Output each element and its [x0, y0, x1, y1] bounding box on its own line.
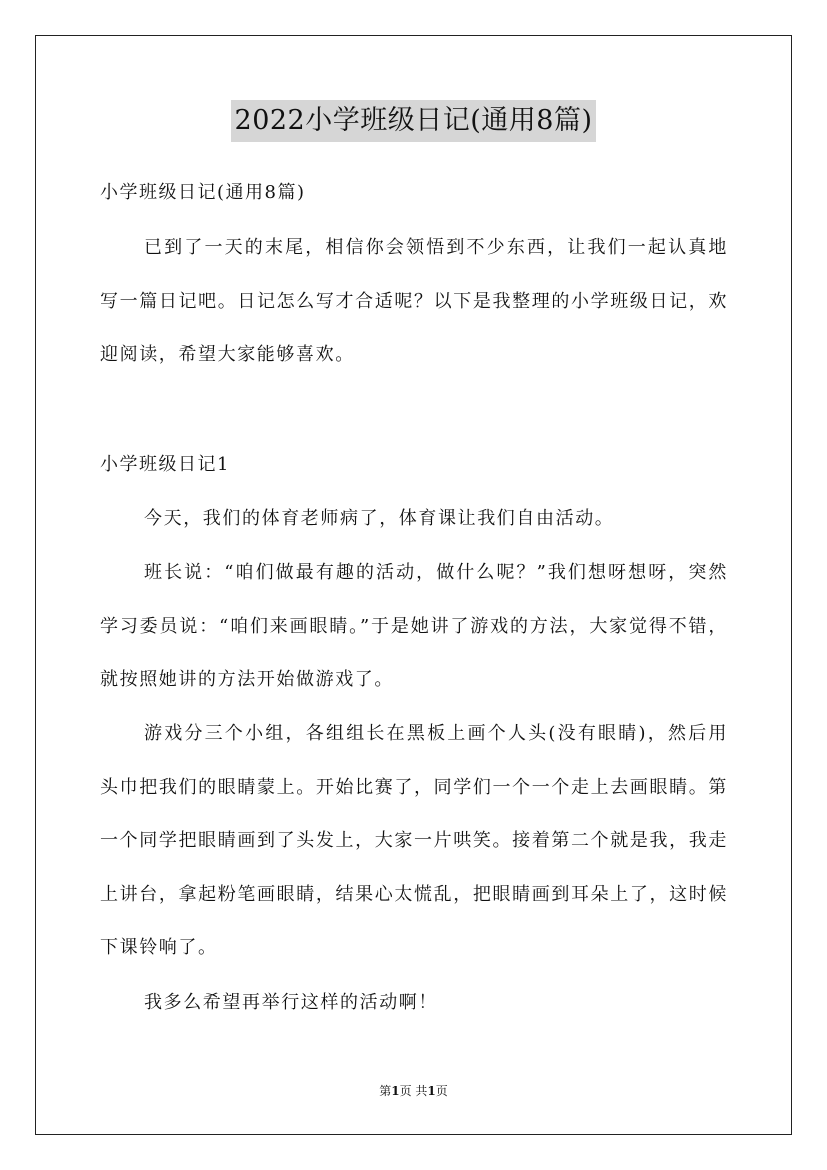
page-footer	[0, 1083, 827, 1099]
body-paragraph-2: 班长说：“咱们做最有趣的活动，做什么呢？”我们想呀想呀，突然学习委员说：“咱们来画眼睛。”于是她讲了游戏的方法，大家觉得不错，就按照她讲的方法开始做游戏了。	[100, 562, 728, 690]
subtitle: 小学班级日记(通用8篇)	[100, 182, 306, 203]
footer-page-total: 1	[427, 1084, 436, 1098]
document-title: 2022小学班级日记(通用8篇)	[231, 100, 597, 142]
intro-paragraph: 已到了一天的末尾，相信你会领悟到不少东西，让我们一起认真地写一篇日记吧。日记怎么写才合适呢？以下是我整理的小学班级日记，欢迎阅读，希望大家能够喜欢。	[100, 237, 728, 365]
footer-page-suffix: 页	[435, 1084, 448, 1098]
footer-page-prefix: 第	[379, 1084, 392, 1098]
title-container	[0, 100, 827, 142]
footer-page-mid: 页 共	[399, 1084, 428, 1098]
footer-page-current: 1	[391, 1084, 400, 1098]
body-paragraph-1: 今天，我们的体育老师病了，体育课让我们自由活动。	[144, 508, 615, 529]
section-heading: 小学班级日记1	[100, 454, 230, 475]
body-paragraph-4: 我多么希望再举行这样的活动啊！	[144, 992, 438, 1013]
body-paragraph-3: 游戏分三个小组，各组组长在黑板上画个人头(没有眼睛)，然后用头巾把我们的眼睛蒙上。开始比赛了，同学们一个一个走上去画眼睛。第一个同学把眼睛画到了头发上，大家一片哄笑。接着第二个就是我，我走上讲台，拿起粉笔画眼睛，结果心太慌乱，把眼睛画到耳朵上了，这时候下课铃响了。	[100, 723, 728, 958]
